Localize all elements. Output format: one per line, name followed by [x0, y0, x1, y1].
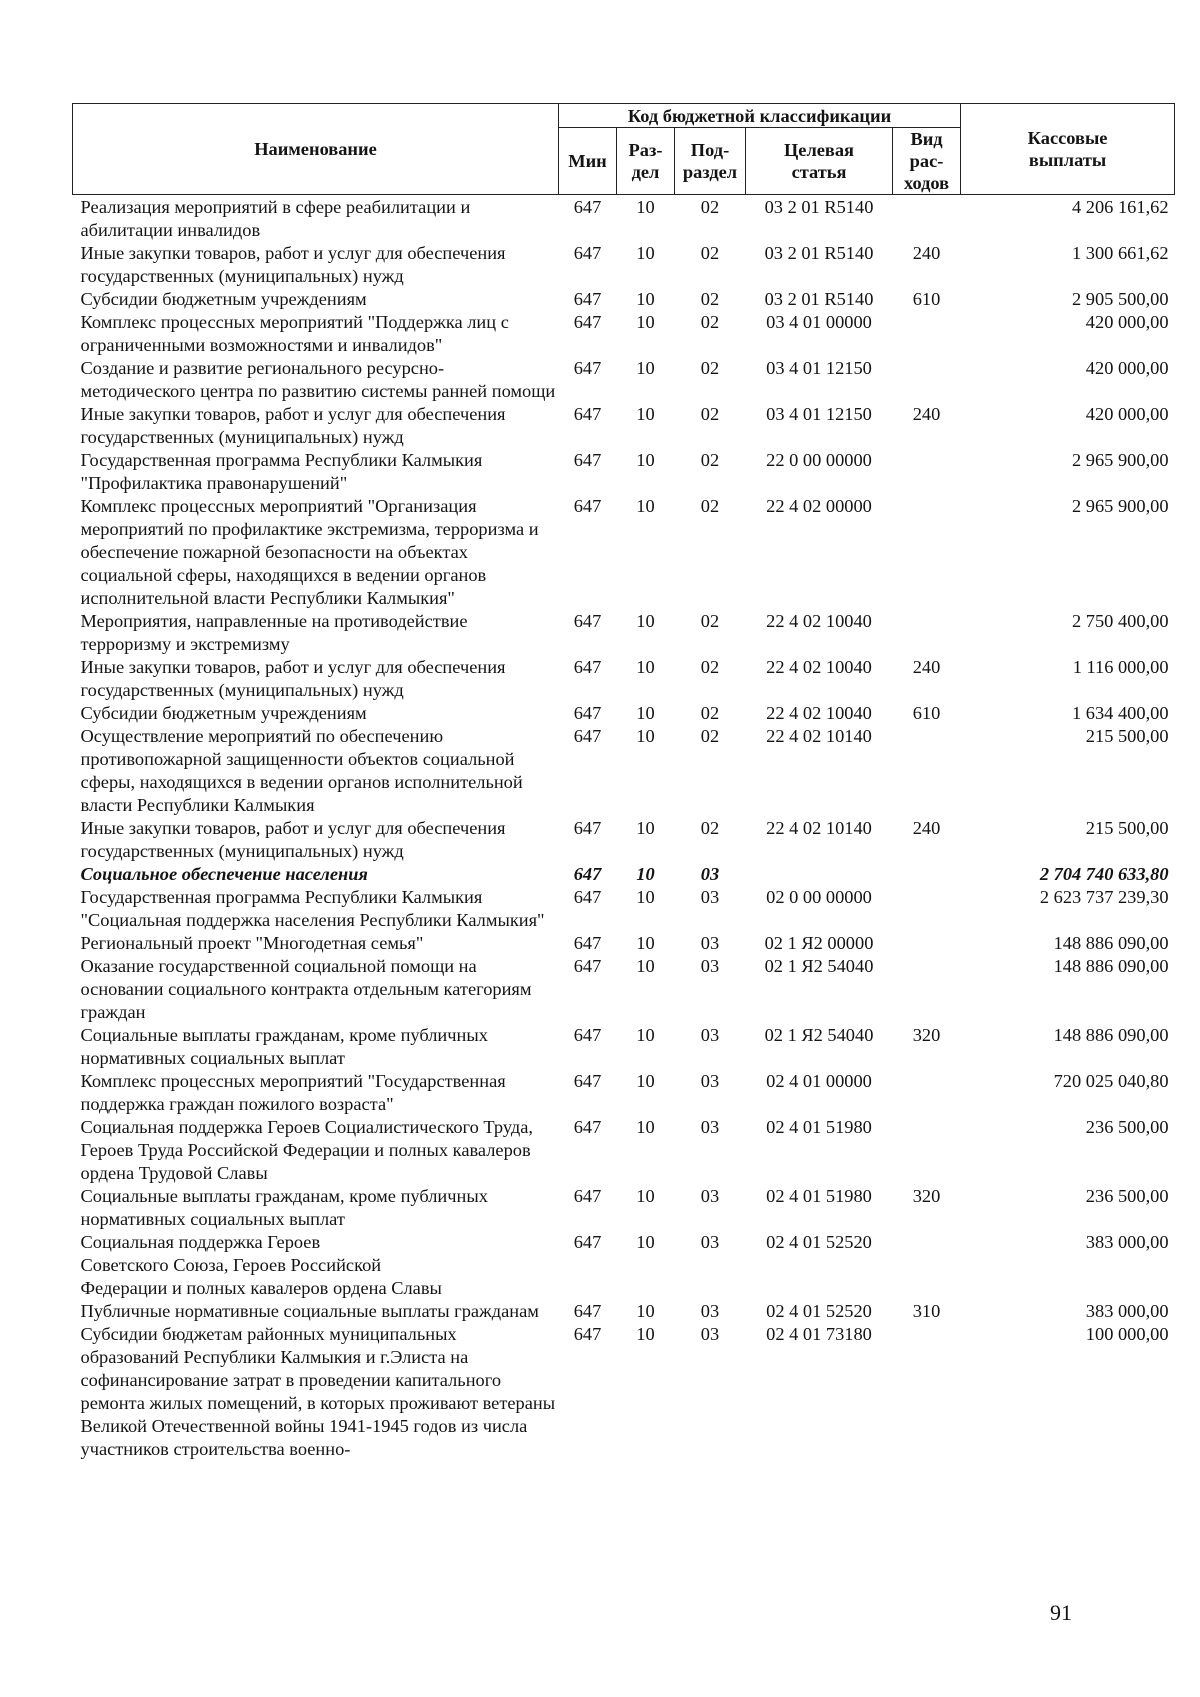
table-row — [73, 288, 1175, 311]
table-row — [73, 195, 1175, 243]
row-name: Субсидии бюджетам районных муниципальных образований Республики Калмыкия и г.Элиста на софинансирование затрат в проведении капитального ремонта жилых помещений, в которых проживают ветераны Великой Отечественной войны 1941-1945 годов из числа участников строительства военно- — [80, 1324, 556, 1459]
row-vid — [893, 863, 961, 886]
row-vid: 610 — [912, 703, 941, 723]
table-row — [73, 955, 1175, 1024]
row-razdel: 10 — [636, 933, 655, 953]
row-amount: 4 206 161,62 — [1072, 197, 1169, 217]
row-vid — [893, 1323, 961, 1461]
table-row — [73, 656, 1175, 702]
header-code-group: Код бюджетной классификации — [559, 104, 961, 128]
row-min: 647 — [573, 887, 602, 907]
table-row — [73, 311, 1175, 357]
row-tselevaya: 03 2 01 R5140 — [764, 243, 874, 263]
row-tselevaya: 02 1 Я2 54040 — [764, 956, 874, 976]
row-name: Оказание государственной социальной помощи на основании социального контракта отдельным категориям граждан — [80, 956, 532, 1022]
row-vid — [893, 610, 961, 656]
row-vid — [893, 195, 961, 243]
row-razdel: 10 — [636, 289, 655, 309]
table-row — [73, 1300, 1175, 1323]
row-tselevaya: 02 1 Я2 54040 — [764, 1025, 874, 1045]
row-amount: 148 886 090,00 — [1053, 933, 1169, 953]
row-amount: 2 965 900,00 — [1072, 450, 1169, 470]
row-razdel: 10 — [636, 726, 655, 746]
row-podrazdel: 02 — [700, 657, 720, 677]
row-amount: 2 704 740 633,80 — [1039, 864, 1169, 884]
row-vid — [893, 1116, 961, 1185]
row-podrazdel: 03 — [700, 1186, 720, 1206]
row-podrazdel: 02 — [700, 243, 720, 263]
row-amount: 148 886 090,00 — [1053, 1025, 1169, 1045]
row-razdel: 10 — [636, 1186, 655, 1206]
row-razdel: 10 — [636, 1324, 655, 1344]
row-razdel: 10 — [636, 1071, 655, 1091]
row-amount: 236 500,00 — [1085, 1117, 1169, 1137]
page-number: 91 — [1050, 1600, 1072, 1625]
row-vid — [893, 311, 961, 357]
row-vid: 610 — [912, 289, 941, 309]
row-min: 647 — [573, 496, 602, 516]
row-min: 647 — [573, 404, 602, 424]
row-min: 647 — [573, 1301, 602, 1321]
row-tselevaya: 02 0 00 00000 — [766, 887, 872, 907]
row-amount: 420 000,00 — [1085, 358, 1169, 378]
row-amount: 383 000,00 — [1085, 1232, 1169, 1252]
table-row — [73, 449, 1175, 495]
header-tselevaya: Целевая статья — [746, 128, 893, 195]
row-vid: 240 — [912, 404, 941, 424]
header-podrazdel: Под- раздел — [675, 128, 746, 195]
table-row — [73, 1231, 1175, 1300]
row-razdel: 10 — [636, 864, 655, 884]
row-tselevaya: 02 4 01 51980 — [766, 1186, 872, 1206]
row-vid — [893, 725, 961, 817]
row-podrazdel: 02 — [700, 703, 720, 723]
row-min: 647 — [573, 358, 602, 378]
table-row — [73, 242, 1175, 288]
row-min: 647 — [573, 197, 602, 217]
row-tselevaya — [746, 863, 893, 886]
row-amount: 236 500,00 — [1085, 1186, 1169, 1206]
row-tselevaya: 02 4 01 52520 — [766, 1301, 872, 1321]
row-tselevaya: 22 4 02 10140 — [766, 818, 872, 838]
header-left-rule — [72, 103, 73, 191]
row-amount: 1 300 661,62 — [1072, 243, 1169, 263]
row-amount: 420 000,00 — [1085, 404, 1169, 424]
table-row — [73, 725, 1175, 817]
row-tselevaya: 22 4 02 10040 — [766, 657, 872, 677]
row-name: Социальная поддержка Героев Советского Союза, Героев Российской Федерации и полных кавалеров ордена Славы — [80, 1232, 442, 1298]
row-min: 647 — [573, 243, 602, 263]
row-tselevaya: 22 4 02 10140 — [766, 726, 872, 746]
table-row — [73, 886, 1175, 932]
row-podrazdel: 02 — [700, 611, 720, 631]
row-podrazdel: 03 — [700, 1117, 720, 1137]
header-kassovye: Кассовые выплаты — [961, 104, 1175, 195]
row-amount: 2 905 500,00 — [1072, 289, 1169, 309]
row-tselevaya: 03 4 01 00000 — [766, 312, 872, 332]
row-tselevaya: 03 2 01 R5140 — [764, 197, 874, 217]
row-name: Государственная программа Республики Калмыкия "Социальная поддержка населения Республики Калмыкия" — [80, 887, 545, 930]
row-tselevaya: 03 4 01 12150 — [766, 358, 872, 378]
row-amount: 2 750 400,00 — [1072, 611, 1169, 631]
row-tselevaya: 02 4 01 00000 — [766, 1071, 872, 1091]
row-razdel: 10 — [636, 243, 655, 263]
table-row — [73, 610, 1175, 656]
row-amount: 383 000,00 — [1085, 1301, 1169, 1321]
header-min: Мин — [559, 128, 617, 195]
row-podrazdel: 03 — [700, 1232, 720, 1252]
row-name: Осуществление мероприятий по обеспечению противопожарной защищенности объектов социальной сферы, находящихся в ведении органов исполнительной власти Республики Калмыкия — [80, 726, 523, 815]
row-razdel: 10 — [636, 611, 655, 631]
row-amount: 148 886 090,00 — [1053, 956, 1169, 976]
row-razdel: 10 — [636, 496, 655, 516]
row-name: Публичные нормативные социальные выплаты гражданам — [80, 1301, 539, 1321]
row-vid: 320 — [912, 1186, 941, 1206]
row-tselevaya: 22 4 02 10040 — [766, 611, 872, 631]
row-min: 647 — [573, 703, 602, 723]
row-name: Реализация мероприятий в сфере реабилитации и абилитации инвалидов — [80, 197, 471, 240]
row-tselevaya: 22 4 02 00000 — [766, 496, 872, 516]
row-min: 647 — [573, 289, 602, 309]
row-min: 647 — [573, 657, 602, 677]
row-name: Комплекс процессных мероприятий "Государственная поддержка граждан пожилого возраста" — [80, 1071, 506, 1114]
row-name: Комплекс процессных мероприятий "Поддержка лиц с ограниченными возможностями и инвалидов" — [80, 312, 509, 355]
table-row — [73, 932, 1175, 955]
row-amount: 100 000,00 — [1085, 1324, 1169, 1344]
row-min: 647 — [573, 818, 602, 838]
row-name: Социальные выплаты гражданам, кроме публичных нормативных социальных выплат — [80, 1186, 488, 1229]
row-min: 647 — [573, 726, 602, 746]
row-amount: 1 634 400,00 — [1072, 703, 1169, 723]
row-name: Социальная поддержка Героев Социалистического Труда, Героев Труда Российской Федерации и полных кавалеров ордена Трудовой Славы — [80, 1117, 534, 1183]
row-min: 647 — [573, 1324, 602, 1344]
row-name: Субсидии бюджетным учреждениям — [80, 289, 367, 309]
row-vid: 310 — [912, 1301, 941, 1321]
row-min: 647 — [573, 1232, 602, 1252]
row-razdel: 10 — [636, 404, 655, 424]
row-podrazdel: 02 — [700, 289, 720, 309]
row-tselevaya: 02 1 Я2 00000 — [764, 933, 874, 953]
row-name: Иные закупки товаров, работ и услуг для обеспечения государственных (муниципальных) нужд — [80, 243, 506, 286]
row-podrazdel: 02 — [700, 312, 720, 332]
row-name: Иные закупки товаров, работ и услуг для обеспечения государственных (муниципальных) нужд — [80, 657, 506, 700]
table-row — [73, 357, 1175, 403]
row-min: 647 — [573, 312, 602, 332]
row-podrazdel: 03 — [700, 887, 720, 907]
row-amount: 215 500,00 — [1085, 818, 1169, 838]
row-podrazdel: 02 — [700, 818, 720, 838]
row-razdel: 10 — [636, 1117, 655, 1137]
row-razdel: 10 — [636, 358, 655, 378]
row-podrazdel: 03 — [700, 1301, 720, 1321]
row-razdel: 10 — [636, 657, 655, 677]
table-row — [73, 1116, 1175, 1185]
table-row — [73, 403, 1175, 449]
row-name: Социальные выплаты гражданам, кроме публичных нормативных социальных выплат — [80, 1025, 488, 1068]
table-row — [73, 1024, 1175, 1070]
row-tselevaya: 03 2 01 R5140 — [764, 289, 874, 309]
row-vid — [893, 357, 961, 403]
row-amount: 1 116 000,00 — [1072, 657, 1169, 677]
row-tselevaya: 22 0 00 00000 — [766, 450, 872, 470]
header-name: Наименование — [73, 104, 559, 195]
row-min: 647 — [573, 1025, 602, 1045]
table-body — [73, 195, 1175, 1462]
row-name: Комплекс процессных мероприятий "Организация мероприятий по профилактике экстремизма, терроризма и обеспечение пожарной безопасности на объектах социальной сферы, находящихся в ведении органов исполнительной власти Республики Калмыкия" — [80, 496, 539, 608]
row-name: Субсидии бюджетным учреждениям — [80, 703, 367, 723]
row-vid: 320 — [912, 1025, 941, 1045]
row-min: 647 — [573, 933, 602, 953]
row-name: Мероприятия, направленные на противодействие терроризму и экстремизму — [80, 611, 468, 654]
row-min: 647 — [573, 1186, 602, 1206]
table-row — [73, 702, 1175, 725]
row-vid — [893, 1231, 961, 1300]
row-podrazdel: 02 — [700, 404, 720, 424]
row-razdel: 10 — [636, 887, 655, 907]
row-podrazdel: 02 — [700, 496, 720, 516]
table-row — [73, 1070, 1175, 1116]
row-vid — [893, 886, 961, 932]
table-header — [73, 104, 1175, 195]
row-min: 647 — [573, 611, 602, 631]
row-vid — [893, 1070, 961, 1116]
row-min: 647 — [573, 1071, 602, 1091]
header-razdel: Раз- дел — [617, 128, 675, 195]
row-podrazdel: 02 — [700, 358, 720, 378]
row-name: Иные закупки товаров, работ и услуг для обеспечения государственных (муниципальных) нужд — [80, 818, 506, 861]
row-razdel: 10 — [636, 818, 655, 838]
table-row — [73, 817, 1175, 863]
row-tselevaya: 02 4 01 52520 — [766, 1232, 872, 1252]
row-razdel: 10 — [636, 703, 655, 723]
row-min: 647 — [573, 1117, 602, 1137]
row-razdel: 10 — [636, 1025, 655, 1045]
row-razdel: 10 — [636, 312, 655, 332]
row-name: Социальное обеспечение населения — [80, 864, 368, 884]
row-vid — [893, 495, 961, 610]
row-razdel: 10 — [636, 450, 655, 470]
row-vid: 240 — [912, 818, 941, 838]
row-razdel: 10 — [636, 197, 655, 217]
row-podrazdel: 02 — [700, 726, 720, 746]
row-vid — [893, 955, 961, 1024]
row-vid — [893, 449, 961, 495]
row-name: Региональный проект "Многодетная семья" — [80, 933, 424, 953]
table-row — [73, 863, 1175, 886]
table-row — [73, 1185, 1175, 1231]
row-min: 647 — [573, 450, 602, 470]
row-amount: 2 965 900,00 — [1072, 496, 1169, 516]
row-podrazdel: 03 — [700, 1025, 720, 1045]
row-amount: 420 000,00 — [1085, 312, 1169, 332]
row-vid: 240 — [912, 243, 941, 263]
budget-table — [72, 103, 1175, 1461]
row-tselevaya: 02 4 01 73180 — [766, 1324, 872, 1344]
row-razdel: 10 — [636, 956, 655, 976]
row-podrazdel: 03 — [700, 864, 720, 884]
row-razdel: 10 — [636, 1301, 655, 1321]
row-podrazdel: 02 — [700, 197, 720, 217]
table-row — [73, 1323, 1175, 1461]
row-podrazdel: 03 — [700, 1324, 720, 1344]
row-vid — [893, 932, 961, 955]
row-amount: 2 623 737 239,30 — [1039, 887, 1169, 907]
row-amount: 720 025 040,80 — [1053, 1071, 1169, 1091]
row-min: 647 — [573, 956, 602, 976]
row-tselevaya: 02 4 01 51980 — [766, 1117, 872, 1137]
row-tselevaya: 22 4 02 10040 — [766, 703, 872, 723]
row-podrazdel: 03 — [700, 1071, 720, 1091]
row-podrazdel: 02 — [700, 450, 720, 470]
row-podrazdel: 03 — [700, 956, 720, 976]
table-row — [73, 495, 1175, 610]
row-min: 647 — [573, 864, 602, 884]
row-name: Создание и развитие регионального ресурсно-методического центра по развитию системы ранней помощи — [80, 358, 556, 401]
row-amount: 215 500,00 — [1085, 726, 1169, 746]
row-razdel: 10 — [636, 1232, 655, 1252]
row-podrazdel: 03 — [700, 933, 720, 953]
header-vid: Вид рас- ходов — [893, 128, 961, 195]
row-tselevaya: 03 4 01 12150 — [766, 404, 872, 424]
row-name: Государственная программа Республики Калмыкия "Профилактика правонарушений" — [80, 450, 483, 493]
row-vid: 240 — [912, 657, 941, 677]
row-name: Иные закупки товаров, работ и услуг для обеспечения государственных (муниципальных) нужд — [80, 404, 506, 447]
